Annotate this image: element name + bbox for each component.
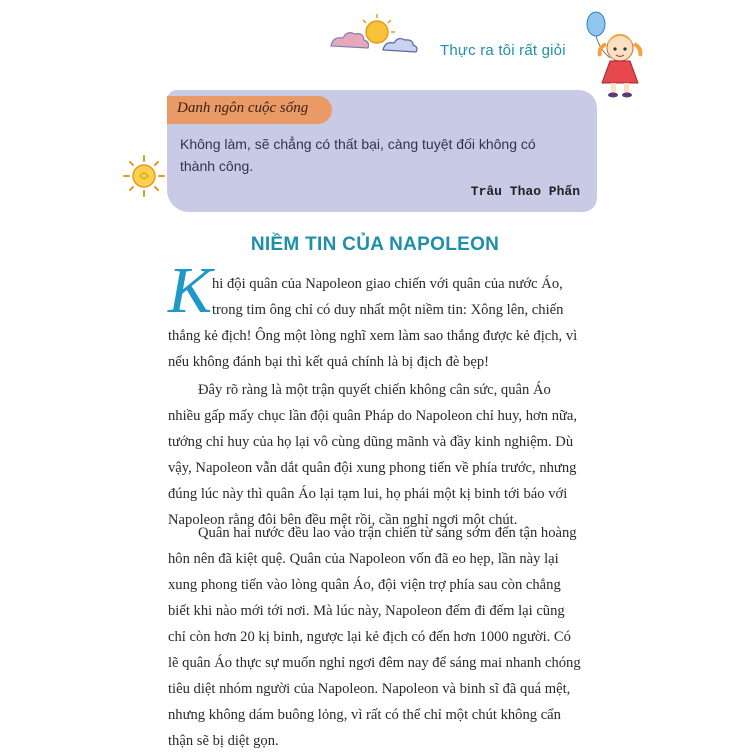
sun-icon [118,150,168,200]
cloud-sun-icon [325,10,425,60]
paragraph-line: nếu không đánh bại thì kết quả chính là bị địch đè bẹp! [168,354,489,370]
paragraph-2 [168,377,590,533]
paragraph-line: đúng lúc này thì quân Áo lại tạm lui, họ phái một kị binh tới báo với [168,486,568,502]
paragraph-line: vậy, Napoleon vẫn dắt quân đội xung phong tiến về phía trước, nhưng [168,460,577,476]
quote-line: thành công. [180,158,254,174]
paragraph-line: hi đội quân của Napoleon giao chiến với quân của nước Áo, [212,276,563,292]
paragraph-line: tướng chỉ huy của họ lại vô cùng dũng mãnh và đầy kinh nghiệm. Dù [168,434,574,450]
quote-text [180,133,580,177]
paragraph-1 [168,271,590,375]
paragraph-line: lẽ quân Áo thực sự muốn nghỉ ngơi đêm nay để sáng mai nhanh chóng [168,655,581,671]
paragraph-line: thận sẽ bị diệt gọn. [168,733,279,749]
paragraph-line: hôn nên đã kiệt quệ. Quân của Napoleon vốn đã eo hẹp, lần này lại [168,551,559,567]
paragraph-line: nhiều gấp mấy chục lần đội quân Pháp do Napoleon chỉ huy, hơn nữa, [168,408,578,424]
quote-line: Không làm, sẽ chẳng có thất bại, càng tuyệt đối không có [180,136,536,152]
book-title: Thực ra tôi rất giỏi [440,42,566,59]
quote-author: Trâu Thao Phấn [470,184,580,199]
paragraph-line: Đây rõ ràng là một trận quyết chiến không cân sức, quân Áo [198,382,551,398]
paragraph-line: xung phong tiến vào lòng quân Áo, đội viện trợ phía sau còn chẳng [168,577,561,593]
quote-tag-label: Danh ngôn cuộc sống [177,100,309,116]
dropcap-letter: K [168,254,213,327]
paragraph-line: biết khi nào mới tới nơi. Mà lúc này, Napoleon đếm đi đếm lại cũng [168,603,565,619]
paragraph-line: tiêu diệt nhóm người của Napoleon. Napoleon và binh sĩ đã quá mệt, [168,681,571,697]
girl-with-balloon-icon [582,8,652,100]
paragraph-line: thắng kẻ địch! Ông một lòng nghĩ xem làm sao thắng được kẻ địch, vì [168,328,578,344]
paragraph-line: chỉ còn hơn 20 kị binh, ngược lại kẻ địch có đến hơn 1000 người. Có [168,629,571,645]
paragraph-line: trong tim ông chỉ có duy nhất một niềm tin: Xông lên, chiến [212,302,564,318]
paragraph-3 [168,520,590,754]
article-title: NIỀM TIN CỦA NAPOLEON [250,234,500,255]
paragraph-line: Napoleon rằng đôi bên đều mệt rồi, cần nghỉ ngơi một chút. [168,512,518,528]
paragraph-line: Quân hai nước đều lao vào trận chiến từ sáng sớm đến tận hoàng [198,525,577,541]
paragraph-line: nhưng không dám buông lỏng, vì rất có thể chỉ một chút không cẩn [168,707,561,723]
